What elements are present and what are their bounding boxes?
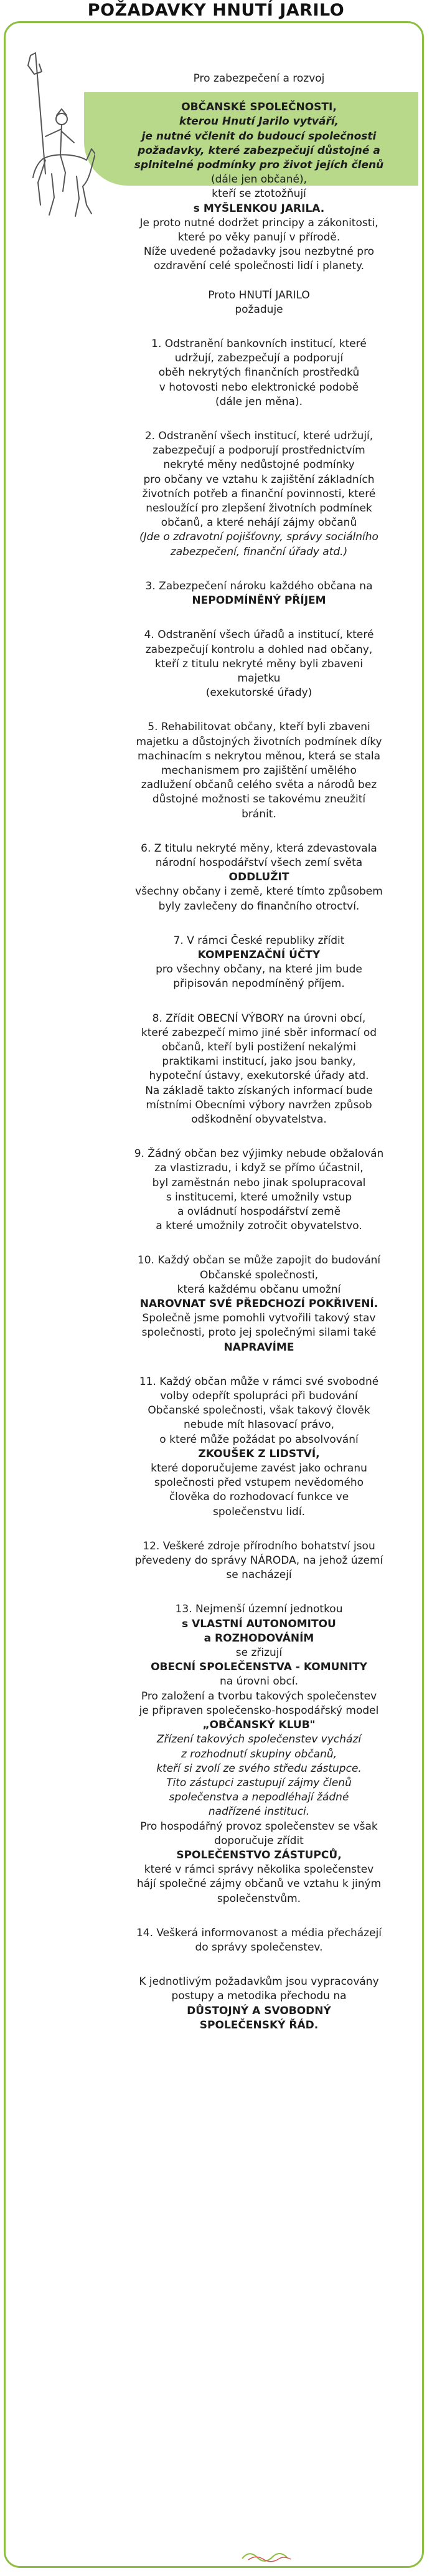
item-line: které doporučujeme zavést jako ochranu [151, 1462, 367, 1475]
demand-item-13 [111, 1602, 406, 1906]
item-line: nesloužící pro zlepšení životních podmínek [146, 502, 372, 515]
item-line: Občanské společnosti, [199, 1268, 319, 1281]
intro-line: Níže uvedené požadavky jsou nezbytné pro [143, 245, 375, 259]
intro-line: ozdravění celé společnosti lidí i planety. [153, 260, 365, 273]
item-emphasis: a ROZHODOVÁNÍM [204, 1632, 314, 1645]
demand-item-3 [111, 579, 406, 608]
item-emphasis: KOMPENZAČNÍ ÚČTY [197, 948, 321, 961]
item-line: Tito zástupci zastupují zájmy členů [166, 1776, 352, 1789]
item-line: občanů, a které nehájí zájmy občanů [161, 516, 357, 530]
item-line: Společně jsme pomohli vytvořili takový stav [142, 1312, 376, 1325]
item-line: (Jde o zdravotní pojišťovny, správy sociálního [139, 531, 378, 544]
item-line: společnosti, proto jej společnými silami také [141, 1326, 377, 1339]
item-line: volby odepřít spolupráci při budování [160, 1390, 358, 1403]
item-line: zabezpečení, finanční úřady atd.) [170, 545, 348, 558]
item-emphasis: ZKOUŠEK Z LIDSTVÍ, [198, 1447, 320, 1460]
item-line: bránit. [242, 807, 276, 820]
item-line: a ovládnutí hospodářství země [177, 1205, 341, 1218]
item-line: 6. Z titulu nekryté měny, která zdevastovala [141, 842, 377, 855]
item-line: zabezpečují a podporují prostřednictvím [153, 444, 365, 457]
page-title: POŽADAVKY HNUTÍ JARILO [87, 1, 345, 20]
demand-item-11 [111, 1375, 406, 1519]
demand-item-10 [111, 1253, 406, 1354]
closing [111, 1975, 406, 2033]
demand-item-2 [111, 429, 406, 559]
item-line: převedeny do správy NÁRODA, na jehož území [134, 1554, 383, 1567]
demand-item-4 [111, 628, 406, 700]
item-line: společnosti před vstupem nevědomého [154, 1476, 364, 1490]
demand-item-6 [111, 842, 406, 914]
demand-item-14 [111, 1926, 406, 1955]
item-line: připisován nepodmíněný příjem. [173, 977, 345, 991]
item-line: nebude mít hlasovací právo, [184, 1419, 334, 1432]
item-line: národní hospodářství všech zemí světa [155, 856, 363, 869]
item-line: je připraven společensko-hospodářský model [139, 1704, 379, 1717]
item-line: za vlastizradu, i když se přímo účastnil, [154, 1162, 364, 1175]
intro-line: kteří se ztotožňují [212, 188, 306, 201]
item-emphasis: NAPRAVÍME [223, 1341, 294, 1354]
item-line: které v rámci správy několika společenstev [144, 1863, 374, 1876]
item-line: pro všechny občany, na které jim bude [156, 963, 362, 976]
item-emphasis: NEPODMÍNĚNÝ PŘÍJEM [192, 594, 326, 607]
closing-emphasis: SPOLEČENSKÝ ŘÁD. [199, 2018, 319, 2032]
item-line: majetku [237, 672, 281, 685]
item-line: zabezpečují kontrolu a dohled nad občany, [145, 643, 373, 656]
intro-line: (dále jen občané), [210, 173, 307, 186]
item-line: 5. Rehabilitovat občany, kteří byli zbaveni [148, 721, 370, 734]
item-line: byly zavlečeny do finančního otroctví. [158, 900, 360, 913]
item-line: na úrovni obcí. [219, 1675, 298, 1688]
item-line: nekryté měny nedůstojné podmínky [163, 459, 355, 472]
intro-line: splnitelné podmínky pro život jejích členů [134, 159, 384, 172]
intro-line: OBČANSKÉ SPOLEČNOSTI, [181, 101, 337, 114]
item-line: 9. Žádný občan bez výjimky nebude obžalován [134, 1148, 384, 1161]
item-line: praktikami institucí, jako jsou banky, [162, 1055, 356, 1068]
demand-item-5 [111, 720, 406, 821]
closing-emphasis: DŮSTOJNÝ A SVOBODNÝ [187, 2004, 331, 2017]
item-emphasis: SPOLEČENSTVO ZÁSTUPCŮ, [176, 1848, 342, 1861]
item-line: pro občany ve vztahu k zajištění základních [143, 473, 375, 486]
item-line: 14. Veškerá informovanost a média přecházejí [136, 1926, 382, 1939]
item-line: a které umožnily zotročit obyvatelstvo. [156, 1220, 362, 1233]
intro-line: je nutné včlenit do budoucí společnosti [141, 130, 377, 143]
item-line: kteří z titulu nekryté měny byli zbaveni [155, 657, 363, 670]
item-line: Občanské společnosti, však takový člověk [148, 1404, 370, 1417]
item-line: důstojné možnosti se takovému zneužití [152, 793, 366, 806]
demand-item-9 [111, 1147, 406, 1233]
item-line: 12. Veškeré zdroje přírodního bohatství jsou [143, 1539, 375, 1552]
item-line: 2. Odstranění všech institucí, které udržují, [144, 430, 373, 443]
item-line: hypoteční ústavy, exekutorské úřady atd. [149, 1070, 369, 1083]
poster-frame [4, 21, 424, 2568]
closing-line: K jednotlivým požadavkům jsou vypracovány [139, 1975, 379, 1989]
item-emphasis: OBECNÍ SPOLEČENSTVA - KOMUNITY [151, 1661, 367, 1674]
intro-line: Je proto nutné dodržet principy a zákonitosti, [139, 216, 378, 229]
item-emphasis: s VLASTNÍ AUTONOMITOU [182, 1617, 336, 1630]
intro-line: které po věky panují v přírodě. [177, 231, 340, 244]
item-emphasis: „OBČANSKÝ KLUB" [202, 1719, 316, 1732]
item-line: 4. Odstranění všech úřadů a institucí, které [144, 629, 374, 642]
item-line: kteří si zvolí ze svého středu zástupce. [156, 1762, 362, 1775]
item-line: machinacím s nekrytou měnou, která se stala [137, 749, 381, 763]
demand-item-1 [111, 337, 406, 409]
item-line: majetku a důstojných životních podmínek díky [136, 735, 382, 748]
wave-ornament-icon [241, 2551, 293, 2564]
item-line: která každému občanu umožní [177, 1283, 341, 1296]
item-line: se zřizují [235, 1647, 283, 1660]
item-line: (exekutorské úřady) [205, 687, 312, 700]
item-emphasis: ODDLUŽIT [228, 871, 289, 884]
item-line: Zřízení takových společenstev vychází [156, 1733, 362, 1746]
item-line: z rozhodnutí skupiny občanů, [181, 1747, 337, 1761]
item-line: Na základě takto získaných informací bude [145, 1084, 373, 1097]
item-emphasis: NAROVNAT SVÉ PŘEDCHOZÍ POKŘIVENÍ. [139, 1298, 378, 1311]
item-line: do správy společenstev. [195, 1941, 323, 1954]
demands-head: požaduje [235, 303, 283, 316]
item-line: 13. Nejmenší územní jednotkou [175, 1603, 343, 1616]
item-line: společenstva a nepodléhají žádné [169, 1791, 349, 1804]
item-line: místními Obecními výbory navržen způsob [146, 1098, 372, 1111]
item-line: společenstvu lidí. [213, 1505, 305, 1518]
item-line: mechanismem pro zajištění umělého [161, 764, 357, 777]
item-line: životních potřeb a finanční povinnosti, které [142, 487, 376, 500]
closing-line: postupy a metodika přechodu na [171, 1990, 347, 2003]
item-line: Pro hospodářný provoz společenstev se však [140, 1820, 378, 1833]
item-line: o které může požádat po absolvování [159, 1433, 359, 1446]
item-line: byl zaměstnán nebo jinak spolupracoval [152, 1176, 366, 1189]
item-line: zadlužení občanů celého světa a národů bez [141, 779, 377, 792]
knight-on-horseback-icon [27, 49, 95, 224]
item-line: 1. Odstranění bankovních institucí, které [151, 338, 367, 351]
item-line: Pro založení a tvorbu takových společenstev [141, 1690, 377, 1703]
item-line: 3. Zabezpečení nároku každého občana na [145, 579, 373, 592]
item-line: které zabezpečí mimo jiné sběr informací od [141, 1026, 377, 1039]
item-line: (dále jen měna). [215, 395, 303, 408]
item-line: 8. Zřídit OBECNÍ VÝBORY na úrovni obcí, [152, 1012, 366, 1025]
item-line: doporučuje zřídit [214, 1834, 304, 1847]
item-line: se nacházejí [226, 1569, 292, 1582]
item-line: 11. Každý občan může v rámci své svobodné [139, 1375, 379, 1388]
item-line: odškodnění obyvatelstva. [191, 1113, 327, 1126]
item-line: hájí společné zájmy občanů ve vztahu k jiným [136, 1878, 382, 1891]
demand-item-12 [111, 1539, 406, 1583]
demands-head: Proto HNUTÍ JARILO [208, 288, 310, 302]
demand-item-8 [111, 1012, 406, 1128]
item-line: 7. V rámci České republiky zřídit [173, 934, 345, 947]
intro-line: kterou Hnutí Jarilo vytváří, [179, 115, 339, 128]
item-line: 10. Každý občan se může zapojit do budování [137, 1254, 381, 1267]
item-line: udržují, zabezpečují a podporují [174, 352, 344, 365]
item-line: všechny občany i země, které tímto způsobem [135, 885, 383, 898]
item-line: nadřízené instituci. [208, 1805, 310, 1818]
item-line: člověka do rozhodovací funkce ve [169, 1491, 349, 1504]
intro-for: Pro zabezpečení a rozvoj [193, 72, 325, 85]
item-line: společenstvům. [217, 1892, 301, 1905]
demand-item-7 [111, 934, 406, 992]
intro-line: s MYŠLENKOU JARILA. [193, 202, 325, 215]
item-line: s institucemi, které umožnily vstup [166, 1191, 352, 1204]
item-line: v hotovosti nebo elektronické podobě [159, 381, 359, 394]
intro-line: požadavky, které zabezpečují důstojné a [138, 144, 380, 157]
item-line: občanů, kteří byli postižení nekalými [161, 1040, 357, 1053]
item-line: oběh nekrytých finančních prostředků [158, 366, 360, 379]
